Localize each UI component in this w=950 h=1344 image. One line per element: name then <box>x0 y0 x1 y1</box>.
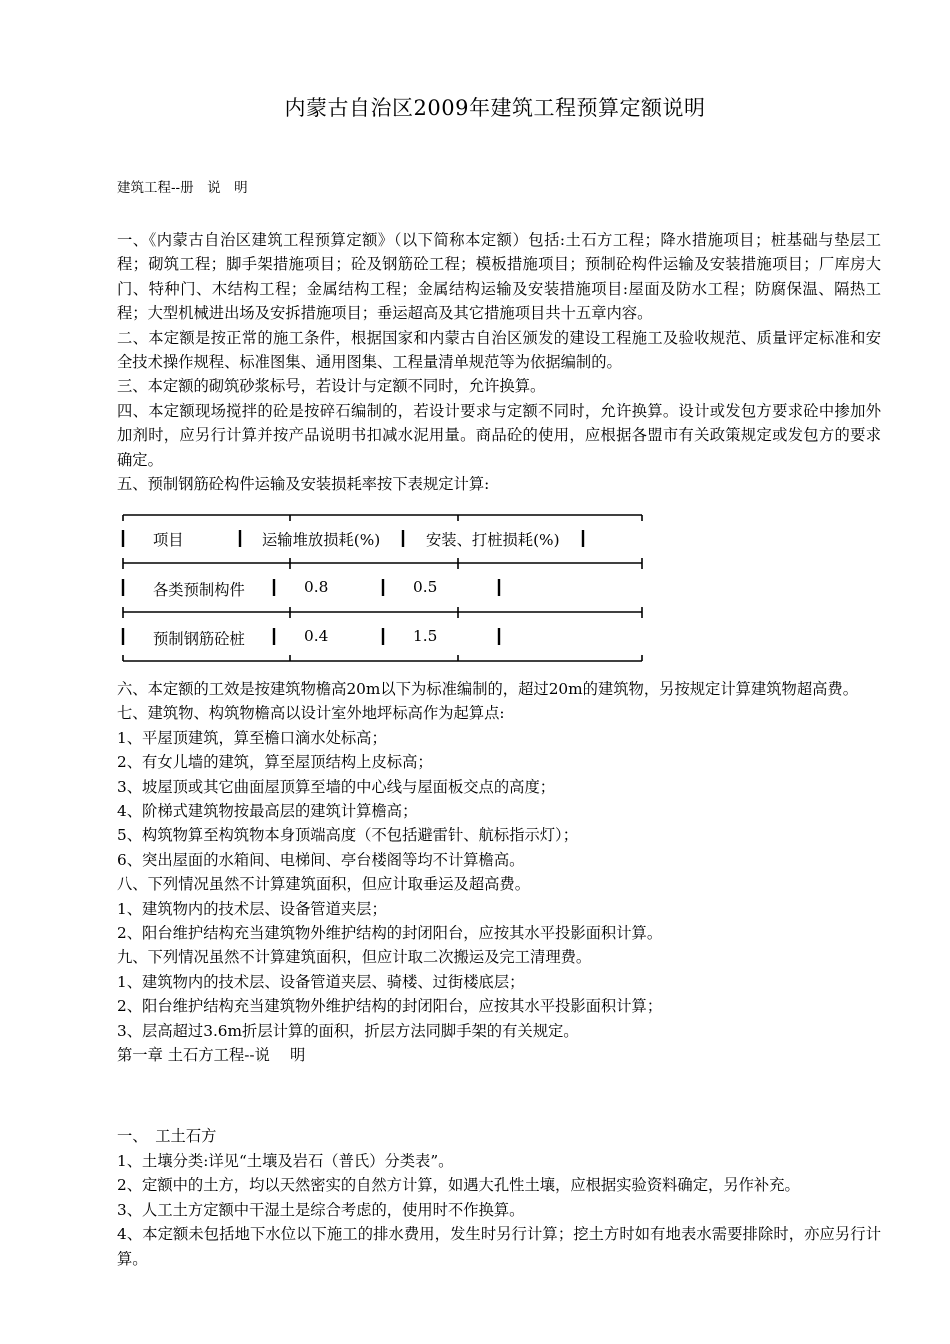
section-subtitle: 建筑工程--册 说 明 <box>117 180 248 196</box>
list-item: 2、定额中的土方，均以天然密实的自然方计算，如遇大孔性土壤，应根据实验资料确定，另作补充。 <box>117 1176 800 1195</box>
paragraph-7: 七、建筑物、构筑物檐高以设计室外地坪标高作为起算点: <box>117 704 505 723</box>
paragraph-3: 三、本定额的砌筑砂浆标号，若设计与定额不同时，允许换算。 <box>117 377 546 396</box>
paragraph-4: 四、本定额现场搅拌的砼是按碎石编制的，若设计要求与定额不同时，允许换算。设计或发包方要求砼中掺加外加剂时，应另行计算并按产品说明书扣减水泥用量。商品砼的使用，应根据各盟市有关政策规定或发包方的要求确定。 <box>117 401 881 469</box>
table-header-install-loss: 安装、打桩损耗(%) <box>426 531 560 549</box>
list-item: 1、建筑物内的技术层、设备管道夹层、骑楼、过街楼底层； <box>117 972 525 991</box>
list-item: 1、建筑物内的技术层、设备管道夹层； <box>117 899 387 918</box>
table-header-transport-loss: 运输堆放损耗(%) <box>262 531 381 549</box>
chapter-one-content <box>117 1124 881 1272</box>
paragraph-8: 八、下列情况虽然不计算建筑面积，但应计取垂运及超高费。 <box>117 875 531 894</box>
table-cell-row1-transport: 0.8 <box>304 578 329 596</box>
list-item: 1、土壤分类:详见“土壤及岩石（普氏）分类表”。 <box>117 1151 454 1170</box>
paragraph-2: 二、本定额是按正常的施工条件，根据国家和内蒙古自治区颁发的建设工程施工及验收规范、质量评定标准和安全技术操作规程、标准图集、通用图集、工程量清单规范等为依据编制的。 <box>117 328 881 372</box>
rules-paragraphs <box>117 677 881 1068</box>
table-header-item: 项目 <box>153 531 184 549</box>
list-item: 6、突出屋面的水箱间、电梯间、亭台楼阁等均不计算檐高。 <box>117 850 525 869</box>
list-item: 2、有女儿墙的建筑，算至屋顶结构上皮标高； <box>117 753 433 772</box>
table-cell-row2-item: 预制钢筋砼桩 <box>153 630 245 648</box>
list-item: 4、本定额未包括地下水位以下施工的排水费用，发生时另行计算；挖土方时如有地表水需要排除时，亦应另行计算。 <box>117 1225 881 1268</box>
list-item: 2、阳台维护结构充当建筑物外维护结构的封闭阳台，应按其水平投影面积计算。 <box>117 924 663 943</box>
intro-paragraphs <box>117 228 881 496</box>
paragraph-6: 六、本定额的工效是按建筑物檐高20m以下为标准编制的，超过20m的建筑物，另按规定计算建筑物超高费。 <box>117 680 859 698</box>
table-cell-row1-install: 0.5 <box>413 578 438 596</box>
loss-rate-table <box>118 512 648 666</box>
list-item: 4、阶梯式建筑物按最高层的建筑计算檐高； <box>117 802 418 821</box>
list-item: 5、构筑物算至构筑物本身顶端高度（不包括避雷针、航标指示灯）； <box>117 826 578 845</box>
list-item: 3、层高超过3.6m折层计算的面积，折层方法同脚手架的有关规定。 <box>117 1021 579 1040</box>
paragraph-5: 五、预制钢筋砼构件运输及安装损耗率按下表规定计算: <box>117 475 490 494</box>
table-cell-row2-install: 1.5 <box>413 627 438 645</box>
section-heading: 一、 工土石方 <box>117 1127 217 1145</box>
table-cell-row2-transport: 0.4 <box>304 627 329 645</box>
list-item: 3、人工土方定额中干湿土是综合考虑的，使用时不作换算。 <box>117 1200 525 1219</box>
list-item: 3、坡屋顶或其它曲面屋顶算至墙的中心线与屋面板交点的高度； <box>117 777 556 796</box>
list-item: 2、阳台维护结构充当建筑物外维护结构的封闭阳台，应按其水平投影面积计算； <box>117 997 663 1016</box>
chapter-heading: 第一章 土石方工程--说 明 <box>117 1046 306 1065</box>
paragraph-1: 一、《内蒙古自治区建筑工程预算定额》（以下简称本定额）包括:土石方工程；降水措施项目；桩基础与垫层工程；砌筑工程；脚手架措施项目；砼及钢筋砼工程；模板措施项目；预制砼构件运输及安装措施项目；厂库房大门、特种门、木结构工程；金属结构工程；金属结构运输及安装措施项目:屋面及防水工程；防腐保温、隔热工程；大型机械进出场及安拆措施项目；垂运超高及其它措施项目共十五章内容。 <box>117 231 881 323</box>
page-title: 内蒙古自治区2009年建筑工程预算定额说明 <box>284 96 706 120</box>
list-item: 1、平屋顶建筑，算至檐口滴水处标高； <box>117 728 387 747</box>
table-cell-row1-item: 各类预制构件 <box>153 581 245 599</box>
paragraph-9: 九、下列情况虽然不计算建筑面积，但应计取二次搬运及完工清理费。 <box>117 948 592 967</box>
